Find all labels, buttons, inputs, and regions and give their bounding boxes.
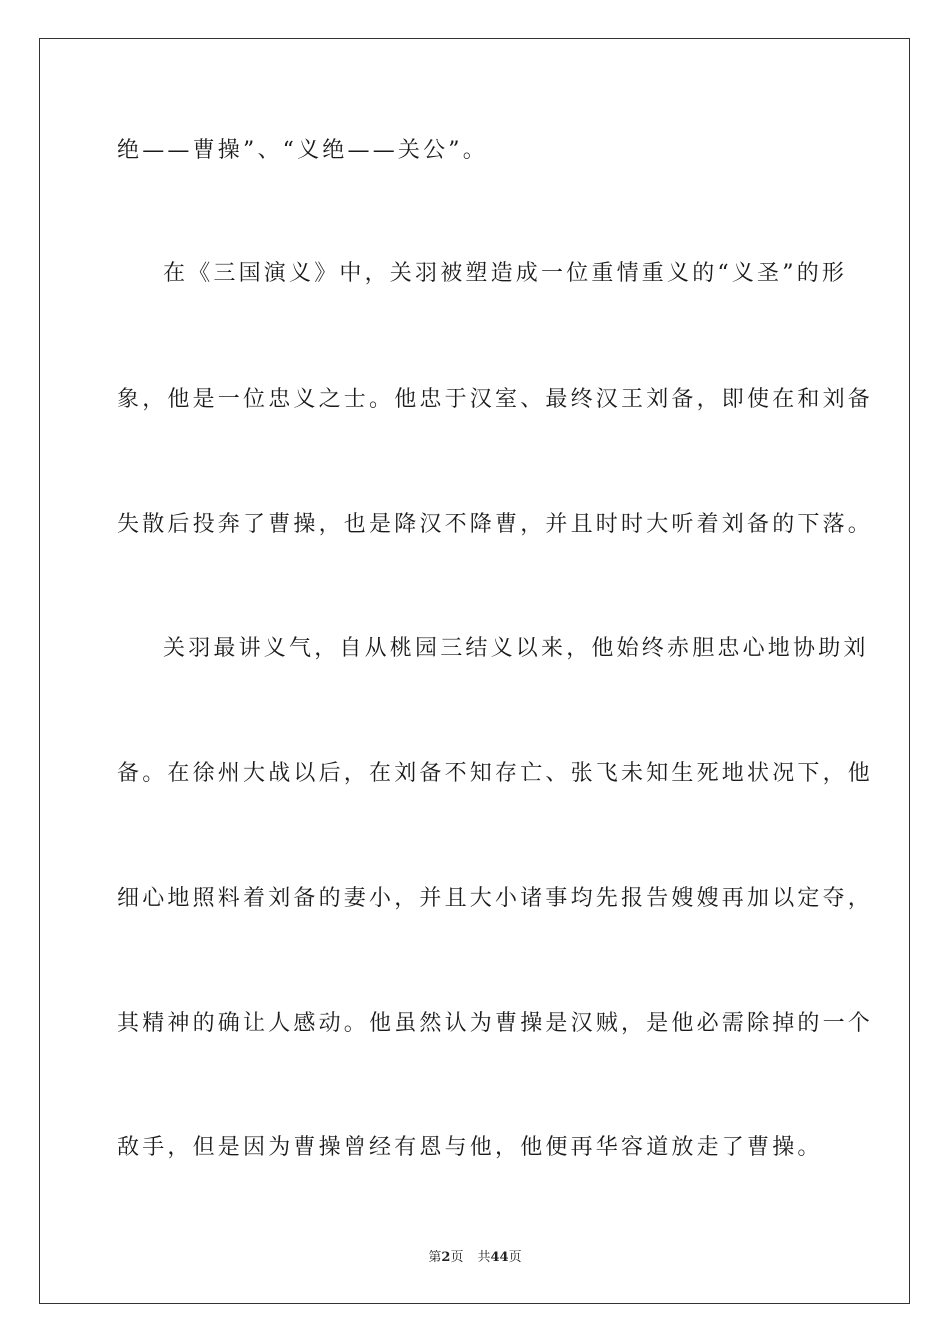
page-number: 2 [441, 1250, 451, 1265]
text-line-2: 在《三国演义》中，关羽被塑造成一位重情重义的“义圣”的形 [163, 261, 848, 286]
text-line-9: 敌手，但是因为曹操曾经有恩与他，他便再华容道放走了曹操。 [117, 1135, 823, 1160]
total-prefix: 共 [477, 1250, 491, 1265]
text-line-6: 备。在徐州大战以后，在刘备不知存亡、张飞未知生死地状况下，他 [117, 761, 874, 786]
total-pages: 44 [490, 1250, 509, 1265]
total-suffix: 页 [508, 1250, 522, 1265]
text-line-4: 失散后投奔了曹操，也是降汉不降曹，并且时时大听着刘备的下落。 [117, 512, 874, 537]
page-footer [0, 1246, 950, 1265]
text-line-5: 关羽最讲义气，自从桃园三结义以来，他始终赤胆忠心地协助刘 [163, 636, 869, 661]
text-line-1: 绝——曹操”、“义绝——关公”。 [117, 138, 488, 163]
text-line-8: 其精神的确让人感动。他虽然认为曹操是汉贼，是他必需除掉的一个 [117, 1011, 874, 1036]
text-line-7: 细心地照料着刘备的妻小，并且大小诸事均先报告嫂嫂再加以定夺， [117, 886, 874, 911]
text-line-3: 象，他是一位忠义之士。他忠于汉室、最终汉王刘备，即使在和刘备 [117, 387, 874, 412]
page-prefix: 第 [428, 1250, 442, 1265]
page-suffix: 页 [450, 1250, 464, 1265]
page-border [39, 38, 910, 1304]
